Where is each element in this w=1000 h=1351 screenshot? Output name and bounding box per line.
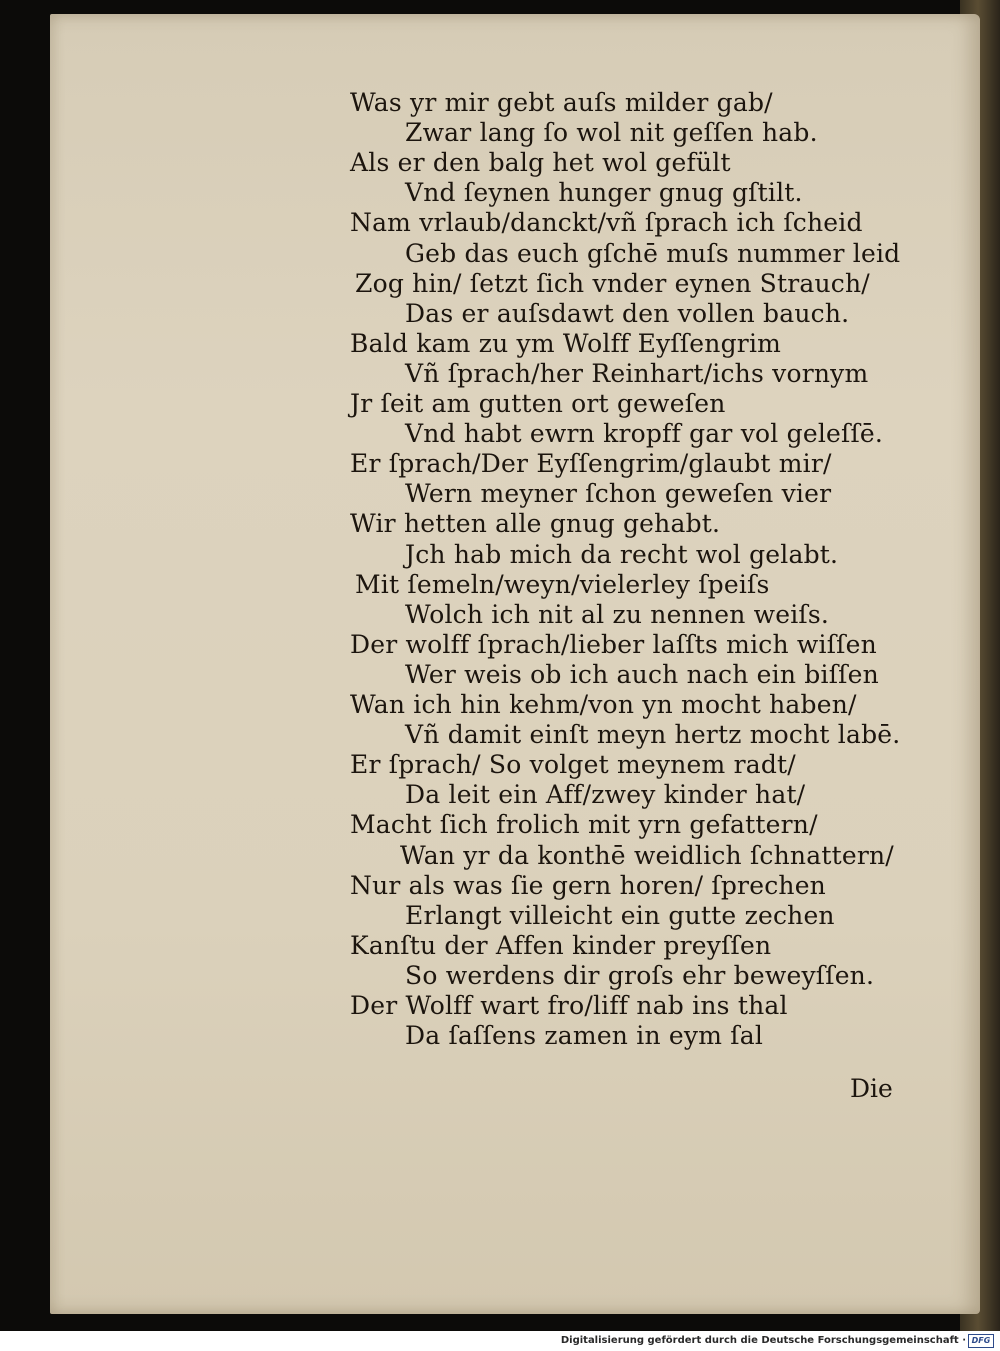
verse-line: Wolch ich nit al zu nennen weiſs. <box>405 599 830 629</box>
verse-line: Nur als was ſie gern horen/ ſprechen <box>350 870 826 900</box>
verse-line: Macht ſich frolich mit yrn gefattern/ <box>350 810 818 840</box>
verse-line: Wan yr da konthē weidlich ſchnattern/ <box>400 840 894 870</box>
verse-line: Vnd ſeynen hunger gnug gſtilt. <box>405 178 803 208</box>
verse-line: Bald kam zu ym Wolff Eyſſengrim <box>350 328 782 358</box>
verse-line: Erlangt villeicht ein gutte zechen <box>405 900 835 930</box>
verse-line: Zwar lang ſo wol nit geſſen hab. <box>405 118 818 148</box>
verse-line: Da ſaſſens zamen in eym ſal <box>405 1021 764 1051</box>
footer-bar <box>0 1331 1000 1351</box>
verse-line: Vñ damit einſt meyn hertz mocht labē. <box>405 720 901 750</box>
verse-line: Wan ich hin kehm/von yn mocht haben/ <box>350 690 857 719</box>
book-page <box>50 14 980 1314</box>
verse-line: Jch hab mich da recht wol gelabt. <box>405 539 839 569</box>
verse-line: Vnd habt ewrn kropff gar vol geleſſē. <box>405 419 884 449</box>
verse-line: Der Wolff wart fro/liff nab ins thal <box>350 991 788 1020</box>
verse-line: Der wolff ſprach/lieber laſſts mich wiſſen <box>350 629 877 659</box>
verse-line: Das er auſsdawt den vollen bauch. <box>405 298 850 328</box>
verse-line: Als er den balg het wol gefült <box>350 148 731 178</box>
verse-line: Wern meyner ſchon geweſen vier <box>405 479 832 509</box>
verse-line: Vñ ſprach/her Reinhart/ichs vornym <box>405 358 869 388</box>
verse-line: Jr ſeit am gutten ort geweſen <box>350 389 726 418</box>
verse-line: Mit ſemeln/weyn/vielerley ſpeiſs <box>355 569 770 599</box>
catchword: Die <box>850 1074 893 1103</box>
verse-line: Er ſprach/ So volget meynem radt/ <box>350 750 796 780</box>
verse-line: Geb das euch gſchē muſs nummer leid <box>405 238 901 268</box>
footer-credit: Digitalisierung gefördert durch die Deutsche Forschungsgemeinschaft · <box>560 1335 966 1346</box>
verse-line: Was yr mir gebt auſs milder gab/ <box>350 88 773 117</box>
verse-line: Zog hin/ ſetzt ſich vnder eynen Strauch/ <box>355 268 870 298</box>
verse-line: Er ſprach/Der Eyſſengrim/glaubt mir/ <box>350 449 832 479</box>
verse-line: Wir hetten alle gnug gehabt. <box>350 509 721 539</box>
dfg-logo: DFG <box>968 1334 994 1348</box>
verse-line: Nam vrlaub/danckt/vñ ſprach ich ſcheid <box>350 208 863 238</box>
verse-line: Da leit ein Aff/zwey kinder hat/ <box>405 780 806 810</box>
verse-line: Wer weis ob ich auch nach ein biſſen <box>405 659 879 689</box>
verse-text-block <box>50 14 980 1314</box>
verse-line: Kanſtu der Affen kinder preyſſen <box>350 930 772 960</box>
verse-line: So werdens dir groſs ehr beweyſſen. <box>405 960 875 990</box>
